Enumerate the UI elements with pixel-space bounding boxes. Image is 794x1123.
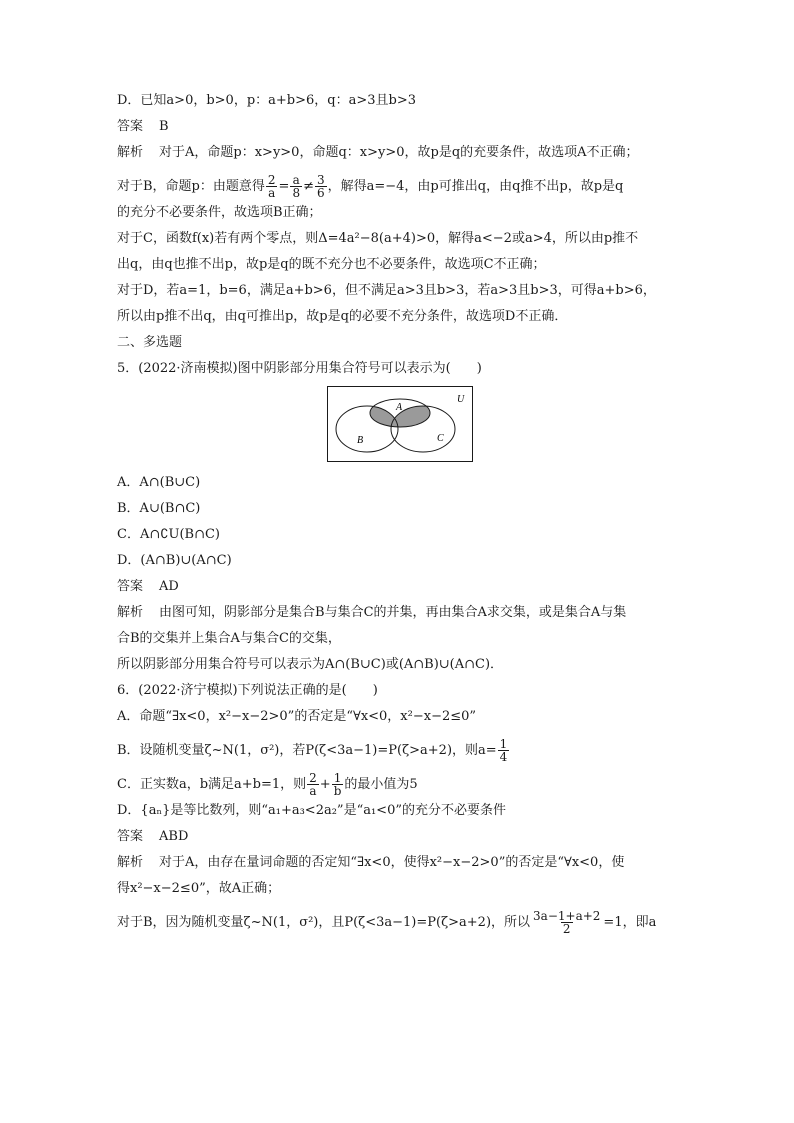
analysis-c-line1: 对于C，函数f(x)若有两个零点，则Δ=4a²−8(a+4)>0，解得a<−2或a>4，所以由p推不 (117, 231, 639, 246)
q5-analysis-3: 所以阴影部分用集合符号可以表示为A∩(B∪C)或(A∩B)∪(A∩C)． (117, 657, 504, 672)
q5-option-c: C．A∩∁U(B∩C) (117, 527, 220, 542)
analysis-a: 解析 对于A，命题p：x>y>0，命题q：x>y>0，故p是q的充要条件，故选项A不正确； (117, 145, 639, 160)
answer-q5: 答案 AD (117, 579, 179, 594)
answer-prev (117, 118, 682, 136)
fraction: $\frac{a}{8}$ (292, 173, 301, 200)
fraction: $\frac{3a-1+a+2}{2}$ (533, 909, 601, 936)
fraction: $\frac{1}{4}$ (499, 737, 508, 764)
venn-diagram (117, 386, 682, 462)
fraction: $\frac{2}{a}$ (309, 771, 317, 798)
section-title: 二、多选题 (117, 335, 183, 350)
fraction: $\frac{1}{b}$ (333, 771, 342, 798)
analysis-label: 解析 (117, 145, 144, 160)
q5-option-a: A．A∩(B∪C) (117, 475, 201, 490)
answer-value: B (159, 119, 169, 134)
analysis-c-line2: 出q，由q也推不出p，故p是q的既不充分也不必要条件，故选项C不正确； (117, 257, 546, 272)
analysis-d-line1: 对于D，若a=1，b=6，满足a+b>6，但不满足a>3且b>3，若a>3且b>3，可得a+b>6， (117, 283, 656, 298)
q5-option-d: D．(A∩B)∪(A∩C) (117, 553, 232, 568)
analysis-b-line1: 对于B，命题p：由题意得 $\frac{2}{a}$ = $\frac{a}{8}$ ≠ $\frac{3}{6}$ ，解得a=−4，由p可推出q，由q推不出p，故p是q (117, 173, 624, 200)
venn-svg (327, 386, 473, 462)
q6-analysis-1: 解析 对于A，由存在量词命题的否定知“∃x<0，使得x²−x−2>0”的否定是“∀x<0，使 (117, 855, 625, 870)
label-c: C (436, 433, 444, 444)
label-b: B (356, 435, 363, 446)
answer-label: 答案 (117, 119, 144, 134)
label-u: U (456, 394, 464, 405)
q6-analysis-2: 得x²−x−2≤0”，故A正确； (117, 881, 281, 896)
q5-analysis-1: 解析 由图可知，阴影部分是集合B与集合C的并集，再由集合A求交集，或是集合A与集 (117, 605, 627, 620)
fraction: $\frac{2}{a}$ (267, 173, 276, 200)
question-5-stem: 5．(2022·济南模拟)图中阴影部分用集合符号可以表示为( ) (117, 361, 482, 376)
option-d-prev: D．已知a>0，b>0，p：a+b>6，q：a>3且b>3 (117, 93, 416, 108)
q6-analysis-3: 对于B，因为随机变量ζ~N(1，σ²)，且P(ζ<3a−1)=P(ζ>a+2)，所以 $\frac{3a-1+a+2}{2}$ =1，即a (117, 909, 657, 936)
q6-option-d: D．{aₙ}是等比数列，则“a₁+a₃<2a₂”是“a₁<0”的充分不必要条件 (117, 803, 506, 818)
answer-q6: 答案 ABD (117, 829, 189, 844)
label-a: A (395, 402, 402, 413)
q6-option-a: A．命题“∃x<0，x²−x−2>0”的否定是“∀x<0，x²−x−2≤0” (117, 709, 477, 724)
fraction: $\frac{3}{6}$ (316, 173, 325, 200)
q5-option-b: B．A∪(B∩C) (117, 501, 201, 516)
analysis-b-line2: 的充分不必要条件，故选项B正确； (117, 205, 322, 220)
analysis-d-line2: 所以由p推不出q，由q可推出p，故p是q的必要不充分条件，故选项D不正确． (117, 309, 568, 324)
document-page (117, 92, 682, 940)
q6-option-c: C．正实数a，b满足a+b=1，则 $\frac{2}{a}$ + $\frac{1}{b}$ 的最小值为5 (117, 771, 418, 798)
question-6-stem: 6．(2022·济宁模拟)下列说法正确的是( ) (117, 683, 378, 698)
q5-analysis-2: 合B的交集并上集合A与集合C的交集， (117, 631, 341, 646)
q6-option-b: B．设随机变量ζ~N(1，σ²)，若P(ζ<3a−1)=P(ζ>a+2)，则a= $\frac{1}{4}$ (117, 737, 508, 764)
